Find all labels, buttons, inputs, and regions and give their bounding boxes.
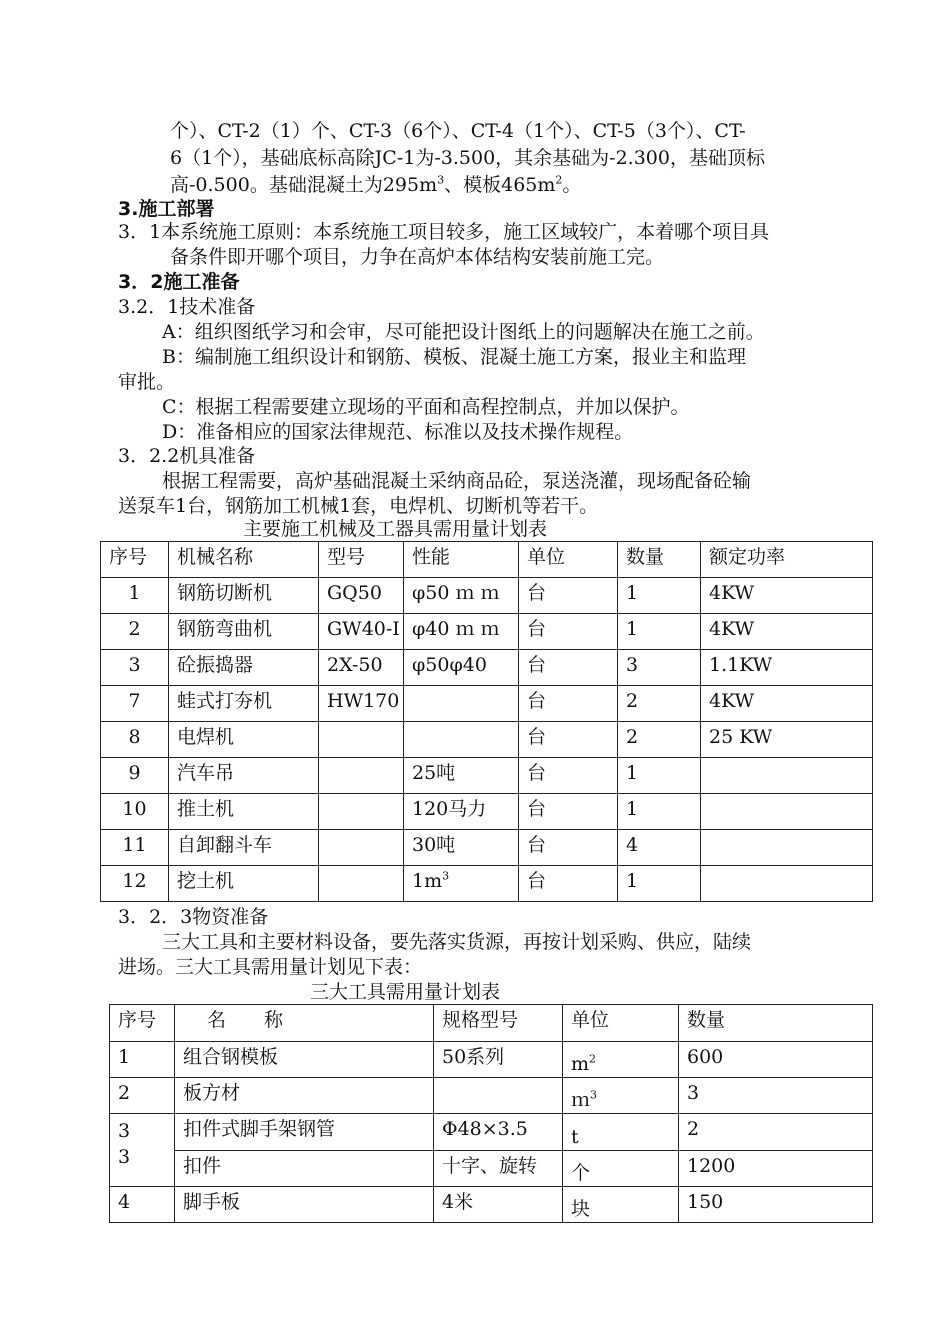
table-cell: 1200 bbox=[679, 1151, 873, 1187]
table-cell: 台 bbox=[519, 830, 618, 866]
unit-superscript: 2 bbox=[589, 1052, 597, 1066]
unit-value: ｍ bbox=[571, 1089, 591, 1111]
tech-item-b-line-2: 审批。 bbox=[118, 371, 176, 393]
table-cell: 3 bbox=[618, 650, 701, 686]
table-cell: 台 bbox=[519, 650, 618, 686]
table-cell: 脚手板 bbox=[175, 1187, 434, 1223]
table-row bbox=[101, 650, 873, 686]
perf-superscript: 3 bbox=[442, 869, 450, 883]
table-cell: 1 bbox=[101, 578, 169, 614]
table-row bbox=[110, 1114, 873, 1151]
table-row bbox=[110, 1151, 873, 1187]
table-cell: 组合钢模板 bbox=[175, 1042, 434, 1078]
row-number: 3 bbox=[118, 1120, 131, 1142]
table-cell: 自卸翻斗车 bbox=[169, 830, 319, 866]
table-cell bbox=[319, 758, 404, 794]
intro-superscript-volume: 3 bbox=[437, 173, 445, 187]
table-cell bbox=[319, 794, 404, 830]
header-cell: 序号 bbox=[101, 542, 169, 578]
table-cell: 台 bbox=[519, 794, 618, 830]
tech-item-d: D：准备相应的国家法律规范、标准以及技术操作规程。 bbox=[162, 421, 634, 443]
table-cell: 1 bbox=[618, 794, 701, 830]
unit-value: m bbox=[571, 1053, 590, 1075]
table-cell: GQ50 bbox=[319, 578, 404, 614]
table-cell: 12 bbox=[101, 866, 169, 902]
intro-line-3 bbox=[170, 172, 581, 198]
table-cell: 30吨 bbox=[404, 830, 519, 866]
section-3-2-1-heading: 3.2．1技术准备 bbox=[118, 296, 256, 318]
section-3-1-line-1: 3．1本系统施工原则：本系统施工项目较多，施工区域较广，本着哪个项目具 bbox=[118, 221, 770, 243]
intro-line-3-text: 高-0.500。基础混凝土为295m bbox=[170, 174, 438, 196]
table-cell bbox=[701, 830, 873, 866]
table-cell: 1 bbox=[618, 758, 701, 794]
tech-item-b-line-1: B：编制施工组织设计和钢筋、模板、混凝土施工方案，报业主和监理 bbox=[162, 346, 746, 368]
header-cell: 数量 bbox=[679, 1005, 873, 1042]
table-cell: 7 bbox=[101, 686, 169, 722]
table-cell: 4 bbox=[618, 830, 701, 866]
table-cell: 4 bbox=[110, 1187, 175, 1223]
table-cell: Φ48×3.5 bbox=[434, 1114, 563, 1151]
table-row bbox=[101, 686, 873, 722]
materials-paragraph-line-1: 三大工具和主要材料设备，要先落实货源，再按计划采购、供应，陆续 bbox=[162, 931, 752, 953]
table-cell: 150 bbox=[679, 1187, 873, 1223]
table-cell: 台 bbox=[519, 866, 618, 902]
unit-superscript: 3 bbox=[590, 1088, 598, 1102]
table-cell: 10 bbox=[101, 794, 169, 830]
header-cell: 额定功率 bbox=[701, 542, 873, 578]
section-3-2-3-heading: 3．2．3物资准备 bbox=[118, 906, 269, 928]
table-cell: 2 bbox=[679, 1114, 873, 1151]
intro-line-1: 个）、CT-2（1）个、CT-3（6个）、CT-4（1个）、CT-5（3个）、CT- bbox=[170, 120, 746, 142]
tech-item-a: A：组织图纸学习和会审，尽可能把设计图纸上的问题解决在施工之前。 bbox=[162, 321, 765, 343]
materials-paragraph-line-2: 进场。三大工具需用量计划见下表： bbox=[118, 956, 423, 978]
tools-table bbox=[109, 1004, 873, 1223]
table-cell: 个 bbox=[563, 1151, 679, 1187]
machinery-table bbox=[100, 541, 873, 902]
table-2-caption: 三大工具需用量计划表 bbox=[309, 981, 500, 1003]
table-cell: 1 bbox=[618, 578, 701, 614]
table-cell: 50系列 bbox=[434, 1042, 563, 1078]
table-cell: 1.1KW bbox=[701, 650, 873, 686]
table-cell: 25 KW bbox=[701, 722, 873, 758]
table-cell: 3 bbox=[679, 1078, 873, 1114]
table-cell bbox=[319, 866, 404, 902]
table-row bbox=[101, 722, 873, 758]
header-cell: 型号 bbox=[319, 542, 404, 578]
perf-value: 1m bbox=[412, 870, 443, 892]
table-cell: 2 bbox=[618, 686, 701, 722]
header-cell: 序号 bbox=[110, 1005, 175, 1042]
table-cell: 汽车吊 bbox=[169, 758, 319, 794]
row-number: 3 bbox=[118, 1146, 131, 1168]
table-header-row bbox=[101, 542, 873, 578]
table-cell bbox=[563, 1042, 679, 1078]
header-cell: 单位 bbox=[519, 542, 618, 578]
table-cell: 4KW bbox=[701, 686, 873, 722]
table-row bbox=[110, 1187, 873, 1223]
table-cell bbox=[701, 794, 873, 830]
equipment-paragraph-line-1: 根据工程需要，高炉基础混凝土采纳商品砼，泵送浇灌，现场配备砼输 bbox=[162, 470, 752, 492]
table-1-caption: 主要施工机械及工器具需用量计划表 bbox=[242, 518, 547, 540]
intro-line-3-mid: 、模板465m bbox=[444, 174, 556, 196]
table-cell: 600 bbox=[679, 1042, 873, 1078]
table-cell: 蛙式打夯机 bbox=[169, 686, 319, 722]
header-cell: 单位 bbox=[563, 1005, 679, 1042]
table-cell: 3 bbox=[101, 650, 169, 686]
table-header-row bbox=[110, 1005, 873, 1042]
table-cell: 块 bbox=[563, 1187, 679, 1223]
table-cell bbox=[701, 866, 873, 902]
table-cell: 砼振捣器 bbox=[169, 650, 319, 686]
table-row bbox=[101, 758, 873, 794]
table-cell: 台 bbox=[519, 578, 618, 614]
table-cell: 120马力 bbox=[404, 794, 519, 830]
table-cell bbox=[319, 722, 404, 758]
table-cell: 钢筋弯曲机 bbox=[169, 614, 319, 650]
table-cell: HW170 bbox=[319, 686, 404, 722]
table-row bbox=[110, 1078, 873, 1114]
section-3-heading: 3.施工部署 bbox=[118, 198, 215, 220]
table-cell bbox=[404, 686, 519, 722]
table-cell: t bbox=[563, 1114, 679, 1151]
table-cell bbox=[319, 830, 404, 866]
table-cell: φ50 ｍ ｍ bbox=[404, 578, 519, 614]
equipment-paragraph-line-2: 送泵车1台，钢筋加工机械1套，电焊机、切断机等若干。 bbox=[118, 495, 599, 517]
tech-item-c: C：根据工程需要建立现场的平面和高程控制点，并加以保护。 bbox=[162, 396, 690, 418]
table-cell: 电焊机 bbox=[169, 722, 319, 758]
table-cell: φ50φ40 bbox=[404, 650, 519, 686]
table-cell: 8 bbox=[101, 722, 169, 758]
table-cell: GW40-I bbox=[319, 614, 404, 650]
table-row bbox=[101, 794, 873, 830]
table-cell: 台 bbox=[519, 722, 618, 758]
section-3-2-heading: 3．2施工准备 bbox=[118, 271, 240, 293]
intro-line-2: 6（1个），基础底标高除JC-1为-3.500，其余基础为-2.300，基础顶标 bbox=[170, 147, 765, 169]
header-cell: 数量 bbox=[618, 542, 701, 578]
table-cell: 2 bbox=[618, 722, 701, 758]
table-cell bbox=[563, 1078, 679, 1114]
table-cell: 挖土机 bbox=[169, 866, 319, 902]
table-cell: 11 bbox=[101, 830, 169, 866]
table-cell: 1 bbox=[618, 866, 701, 902]
header-cell: 性能 bbox=[404, 542, 519, 578]
table-cell: 推土机 bbox=[169, 794, 319, 830]
intro-superscript-area: 2 bbox=[555, 173, 563, 187]
table-row bbox=[110, 1042, 873, 1078]
table-cell bbox=[404, 722, 519, 758]
table-cell: 25吨 bbox=[404, 758, 519, 794]
intro-line-3-end: 。 bbox=[562, 174, 582, 196]
table-cell: φ40 ｍ ｍ bbox=[404, 614, 519, 650]
table-cell: 4KW bbox=[701, 614, 873, 650]
table-cell: 板方材 bbox=[175, 1078, 434, 1114]
table-cell: 扣件 bbox=[175, 1151, 434, 1187]
table-cell bbox=[110, 1114, 175, 1187]
table-row bbox=[101, 830, 873, 866]
table-cell: 9 bbox=[101, 758, 169, 794]
table-cell: 台 bbox=[519, 686, 618, 722]
table-row bbox=[101, 578, 873, 614]
table-row bbox=[101, 866, 873, 902]
table-cell: 台 bbox=[519, 758, 618, 794]
table-cell: 2 bbox=[101, 614, 169, 650]
table-cell: 1 bbox=[110, 1042, 175, 1078]
table-cell: 钢筋切断机 bbox=[169, 578, 319, 614]
table-cell bbox=[434, 1078, 563, 1114]
table-cell: 1 bbox=[618, 614, 701, 650]
table-cell: 2 bbox=[110, 1078, 175, 1114]
table-cell bbox=[701, 758, 873, 794]
table-cell: 4KW bbox=[701, 578, 873, 614]
table-cell: 4米 bbox=[434, 1187, 563, 1223]
section-3-2-2-heading: 3．2.2机具准备 bbox=[118, 445, 256, 467]
table-cell: 2X-50 bbox=[319, 650, 404, 686]
header-cell: 规格型号 bbox=[434, 1005, 563, 1042]
table-cell: 扣件式脚手架钢管 bbox=[175, 1114, 434, 1151]
table-cell: 十字、旋转 bbox=[434, 1151, 563, 1187]
table-cell: 台 bbox=[519, 614, 618, 650]
header-cell: 机械名称 bbox=[169, 542, 319, 578]
header-cell: 名 称 bbox=[175, 1005, 434, 1042]
table-row bbox=[101, 614, 873, 650]
table-cell bbox=[404, 866, 519, 902]
section-3-1-line-2: 备条件即开哪个项目，力争在高炉本体结构安装前施工完。 bbox=[170, 246, 665, 268]
